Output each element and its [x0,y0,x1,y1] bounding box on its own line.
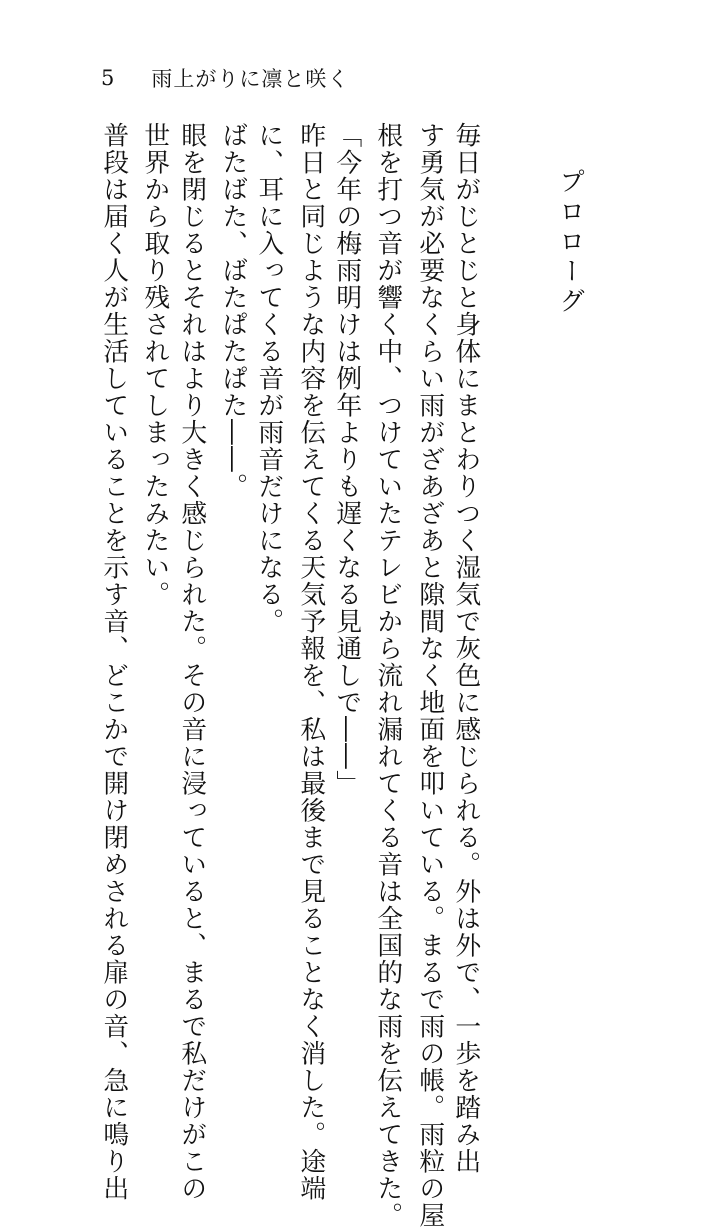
text-line-7: ばたばた、ばたぱたぱた――。 [217,122,248,500]
chapter-title: プロローグ [554,168,585,317]
text-line-3: 根を打つ音が響く中、つけていたテレビから流れ漏れてくる音は全国的な雨を伝えてきた。 [372,122,403,1229]
book-title: 雨上がりに凛と咲く [151,67,350,91]
text-line-1: 毎日がじとじと身体にまとわりつく湿気で灰色に感じられる。外は外で、一歩を踏み出 [450,122,481,1175]
running-header [101,64,349,92]
text-line-4: 「今年の梅雨明けは例年よりも遅くなる見通しで――」 [331,122,362,797]
text-line-8: 眼を閉じるとそれはより大きく感じられた。その音に浸っていると、まるで私だけがこの [176,122,207,1202]
text-line-2: す勇気が必要なくらい雨がざあざあと隙間なく地面を叩いている。まるで雨の帳。雨粒の屋 [414,122,445,1229]
text-line-6: に、耳に入ってくる音が雨音だけになる。 [253,122,284,635]
page-number: 5 [101,66,116,90]
text-line-9: 世界から取り残されてしまったみたい。 [139,122,170,608]
text-line-10: 普段は届く人が生活していることを示す音、どこかで開け閉めされる扉の音、急に鳴り出 [98,122,129,1202]
text-line-5: 昨日と同じような内容を伝えてくる天気予報を、私は最後まで見ることなく消した。途端 [295,122,326,1202]
